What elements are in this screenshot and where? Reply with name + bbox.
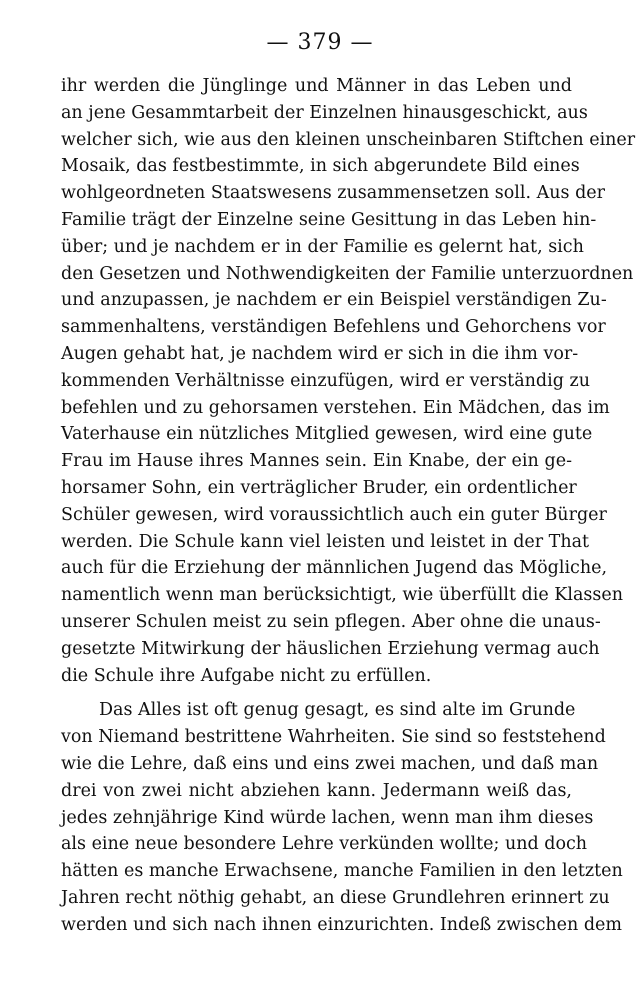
body-text — [61, 73, 636, 939]
text-line: Augen gehabt hat, je nachdem wird er sich in die ihm vor- — [61, 343, 579, 364]
text-line: unserer Schulen meist zu sein pflegen. Aber ohne die unaus- — [61, 611, 601, 632]
text-line: Vaterhause ein nützliches Mitglied gewesen, wird eine gute — [61, 424, 593, 445]
text-line: den Gesetzen und Nothwendigkeiten der Familie unterzuordnen — [61, 263, 634, 284]
text-line: horsamer Sohn, ein verträglicher Bruder, ein ordentlicher — [61, 477, 577, 498]
text-line: sammenhaltens, verständigen Befehlens und Gehorchens vor — [61, 317, 606, 338]
text-line: Frau im Hause ihres Mannes sein. Ein Knabe, der ein ge- — [61, 451, 572, 472]
text-line: hätten es manche Erwachsene, manche Familien in den letzten — [61, 861, 623, 882]
text-line: an jene Gesammtarbeit der Einzelnen hinausgeschickt, aus — [61, 102, 588, 123]
text-line: und anzupassen, je nachdem er ein Beispiel verständigen Zu- — [61, 290, 607, 311]
text-line: als eine neue besondere Lehre verkünden wollte; und doch — [61, 834, 588, 855]
text-line: wie die Lehre, daß eins und eins zwei machen, und daß man — [61, 753, 599, 774]
text-line: auch für die Erziehung der männlichen Jugend das Mögliche, — [61, 558, 608, 579]
paragraph-gap — [61, 689, 572, 697]
text-line: von Niemand bestrittene Wahrheiten. Sie sind so feststehend — [61, 727, 606, 748]
text-line: Familie trägt der Einzelne seine Gesittung in das Leben hin- — [61, 209, 597, 230]
text-line: die Schule ihre Aufgabe nicht zu erfüllen. — [61, 665, 432, 686]
text-line: Schüler gewesen, wird voraussichtlich auch ein guter Bürger — [61, 504, 607, 525]
text-line: Jahren recht nöthig gehabt, an diese Grundlehren erinnert zu — [61, 887, 610, 908]
text-line: wohlgeordneten Staatswesens zusammensetzen soll. Aus der — [61, 183, 605, 204]
text-line: werden und sich nach ihnen einzurichten. Indeß zwischen dem — [61, 914, 622, 935]
text-line: drei von zwei nicht abziehen kann. Jedermann weiß das, — [61, 780, 572, 801]
text-line: Das Alles ist oft genug gesagt, es sind alte im Grunde — [99, 700, 576, 721]
page-number: — 379 — — [266, 30, 374, 55]
text-line: über; und je nachdem er in der Familie es gelernt hat, sich — [61, 236, 584, 257]
text-line: ihr werden die Jünglinge und Männer in das Leben und — [61, 76, 572, 96]
text-line: welcher sich, wie aus den kleinen unscheinbaren Stiftchen einer — [61, 129, 636, 150]
text-line: jedes zehnjährige Kind würde lachen, wenn man ihm dieses — [61, 807, 594, 828]
text-line: Mosaik, das festbestimmte, in sich abgerundete Bild eines — [61, 156, 580, 177]
text-line: namentlich wenn man berücksichtigt, wie überfüllt die Klassen — [61, 585, 623, 606]
text-line: gesetzte Mitwirkung der häuslichen Erziehung vermag auch — [61, 638, 600, 659]
text-line: werden. Die Schule kann viel leisten und leistet in der That — [61, 531, 590, 552]
text-line: befehlen und zu gehorsamen verstehen. Ein Mädchen, das im — [61, 397, 610, 418]
text-line: kommenden Verhältnisse einzufügen, wird er verständig zu — [61, 370, 590, 391]
